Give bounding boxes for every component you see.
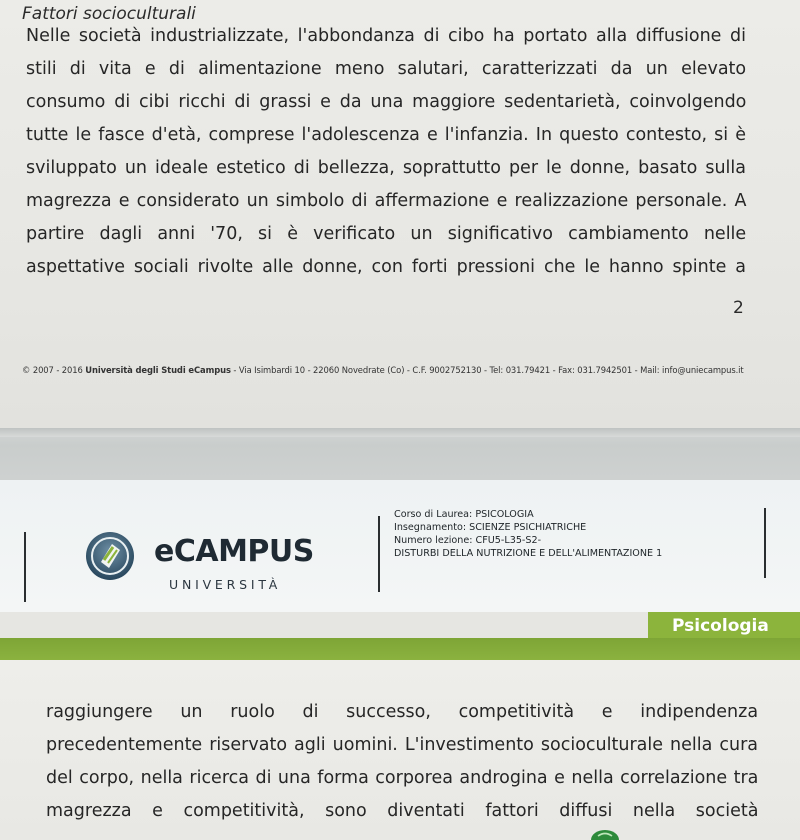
copyright-footer bbox=[22, 365, 744, 375]
text-line: sviluppato un ideale estetico di bellezza, soprattutto per le donne, basato sulla bbox=[26, 158, 746, 178]
text-line: Nelle società industrializzate, l'abbondanza di cibo ha portato alla diffusione di bbox=[26, 26, 746, 46]
green-stripe bbox=[0, 638, 800, 660]
text-line: consumo di cibi ricchi di grassi e da una maggiore sedentarietà, coinvolgendo bbox=[26, 92, 747, 112]
text-line: magrezza e considerato un simbolo di affermazione e realizzazione personale. A bbox=[26, 191, 747, 211]
subject-label: Insegnamento: SCIENZE PSICHIATRICHE bbox=[394, 522, 587, 533]
brand-label: Psicologia bbox=[672, 616, 769, 636]
text-line: magrezza e competitività, sono diventati fattori diffusi nella società bbox=[46, 801, 759, 821]
text-line: partire dagli anni '70, si è verificato un significativo cambiamento nelle bbox=[26, 224, 747, 244]
page-separator bbox=[0, 428, 800, 486]
text-line: tutte le fasce d'età, comprese l'adolescenza e l'infanzia. In questo contesto, si è bbox=[26, 125, 746, 145]
phone-notification-icon bbox=[590, 826, 620, 840]
header-left-rule bbox=[24, 532, 26, 602]
copyright-organization: Università degli Studi eCampus bbox=[85, 365, 231, 375]
ecampus-badge-icon bbox=[84, 530, 136, 582]
header-right-rule bbox=[764, 508, 766, 578]
course-label: Corso di Laurea: PSICOLOGIA bbox=[394, 509, 534, 520]
copyright-prefix: © 2007 - 2016 bbox=[22, 365, 86, 375]
ecampus-logo bbox=[84, 530, 324, 594]
course-info bbox=[394, 508, 662, 560]
page-number: 2 bbox=[733, 298, 744, 318]
body-paragraph-top bbox=[26, 20, 746, 284]
text-line: precedentemente riservato agli uomini. L'investimento socioculturale nella cura bbox=[46, 735, 758, 755]
text-line: raggiungere un ruolo di successo, competitività e indipendenza bbox=[46, 702, 759, 722]
lesson-number-label: Numero lezione: CFU5-L35-S2- bbox=[394, 535, 542, 546]
text-line: del corpo, nella ricerca di una forma corporea androgina e nella correlazione tra bbox=[46, 768, 759, 788]
logo-wordmark: eCAMPUS bbox=[154, 534, 314, 569]
header-divider-rule bbox=[378, 516, 380, 592]
text-line: stili di vita e di alimentazione meno salutari, caratterizzati da un elevato bbox=[26, 59, 747, 79]
page-edge bbox=[0, 428, 800, 437]
lesson-title: DISTURBI DELLA NUTRIZIONE E DELL'ALIMENTAZIONE 1 bbox=[394, 548, 663, 559]
logo-subtitle: UNIVERSITÀ bbox=[169, 577, 282, 592]
body-paragraph-next-page bbox=[46, 696, 758, 828]
section-heading: Fattori socioculturali bbox=[22, 4, 196, 24]
copyright-details: - Via Isimbardi 10 - 22060 Novedrate (Co) - C.F. 9002752130 - Tel: 031.79421 - Fax: 031.7942501 - Mail: info@uniecampus.it bbox=[230, 365, 744, 375]
text-line: aspettative sociali rivolte alle donne, con forti pressioni che le hanno spinte a bbox=[26, 257, 746, 277]
